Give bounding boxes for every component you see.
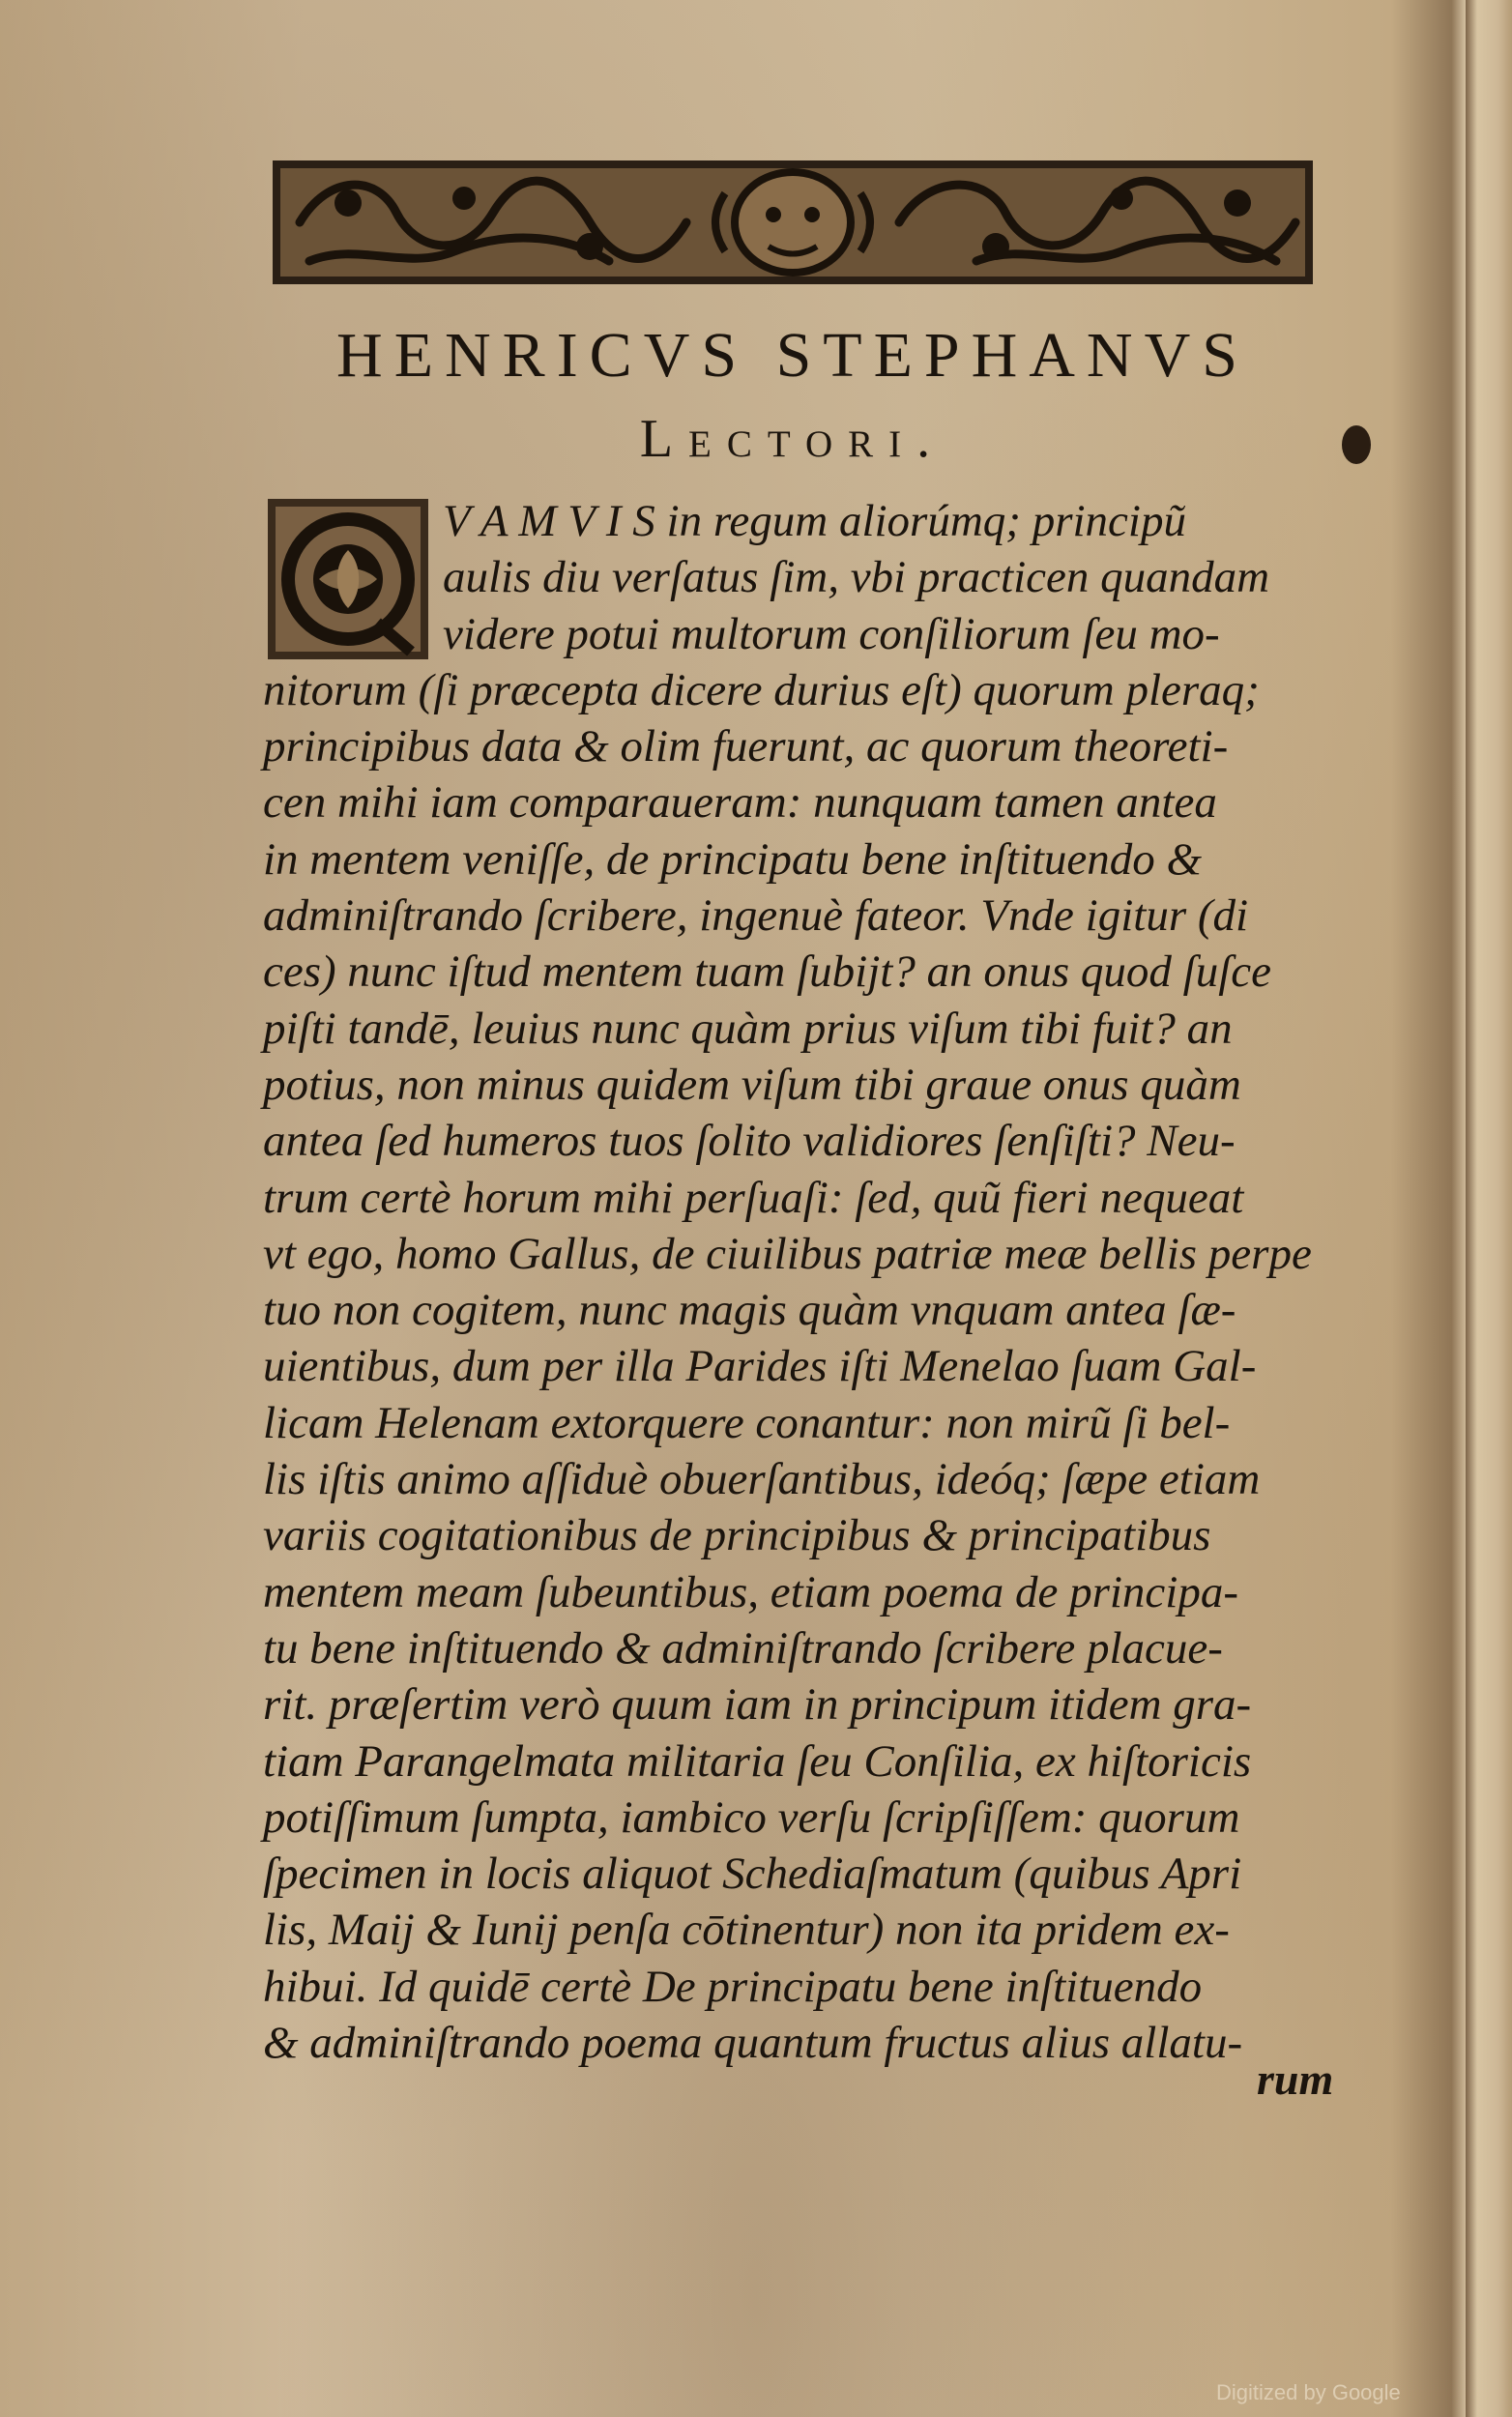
catchword: rum: [1257, 2054, 1334, 2104]
text-line: trum certè horum mihi perſuaſi: ſed, quũ fieri nequeat: [263, 1172, 1244, 1223]
text-line: rit. præſertim verò quum iam in principum itidem gra-: [263, 1679, 1252, 1731]
text-line: tuo non cogitem, nunc magis quàm vnquam antea ſæ-: [263, 1285, 1236, 1336]
text-line: V A M V I S in regum aliorúmq; principũ: [443, 496, 1186, 546]
page-subtitle: Lectori.: [639, 409, 946, 469]
text-line: & adminiſtrando poema quantum fructus alius allatu-: [263, 2018, 1243, 2069]
ink-blot: [1342, 425, 1371, 464]
text-line: principibus data & olim fuerunt, ac quorum theoreti-: [263, 721, 1229, 772]
text-line: vt ego, homo Gallus, de ciuilibus patriæ meæ bellis perpe: [263, 1228, 1312, 1279]
text-line: tu bene inſtituendo & adminiſtrando ſcribere placue-: [263, 1622, 1223, 1674]
text-line: ſpecimen in locis aliquot Schediaſmatum (quibus Apri: [263, 1849, 1242, 1900]
text-line: licam Helenam extorquere conantur: non mirũ ſi bel-: [263, 1397, 1231, 1448]
page-title: HENRICVS STEPHANVS: [336, 320, 1249, 391]
text-line: variis cogitationibus de principibus & principatibus: [263, 1510, 1211, 1561]
text-line: uientibus, dum per illa Parides iſti Menelao ſuam Gal-: [263, 1341, 1257, 1392]
text-line: lis, Maij & Iunij penſa cōtinentur) non ita pridem ex-: [263, 1905, 1230, 1956]
text-line: piſti tandē, leuius nunc quàm prius viſum tibi fuit? an: [263, 1003, 1233, 1054]
digitization-watermark: Digitized by Google: [1216, 2380, 1401, 2404]
ornamental-headpiece: [271, 155, 1315, 290]
page-edge: [1466, 0, 1512, 2417]
text-line: in mentem veniſſe, de principatu bene inſtituendo &: [263, 833, 1203, 885]
text-line: mentem meam ſubeuntibus, etiam poema de principa-: [263, 1566, 1238, 1617]
text-line: potiſſimum ſumpta, iambico verſu ſcripſiſſem: quorum: [263, 1791, 1240, 1843]
text-line: ces) nunc iſtud mentem tuam ſubijt? an onus quod ſuſce: [263, 946, 1271, 998]
text-line: antea ſed humeros tuos ſolito validiores ſenſiſti? Neu-: [263, 1116, 1236, 1167]
text-line: adminiſtrando ſcribere, ingenuè fateor. Vnde igitur (di: [263, 890, 1249, 942]
text-line: hibui. Id quidē certè De principatu bene inſtituendo: [263, 1961, 1203, 2012]
text-line: tiam Parangelmata militaria ſeu Conſilia, ex hiſtoricis: [263, 1735, 1252, 1787]
text-line: lis iſtis animo aſſiduè obuerſantibus, ideóq; ſæpe etiam: [263, 1454, 1261, 1505]
text-line: nitorum (ſi præcepta dicere durius eſt) quorum pleraq;: [263, 664, 1260, 715]
text-line: cen mihi iam comparaueram: nunquam tamen antea: [263, 777, 1217, 829]
text-line: videre potui multorum conſiliorum ſeu mo-: [443, 608, 1220, 659]
text-line: aulis diu verſatus ſim, vbi practicen quandam: [443, 552, 1270, 603]
text-line: potius, non minus quidem viſum tibi graue onus quàm: [263, 1059, 1241, 1110]
body-text: [263, 493, 1365, 2071]
